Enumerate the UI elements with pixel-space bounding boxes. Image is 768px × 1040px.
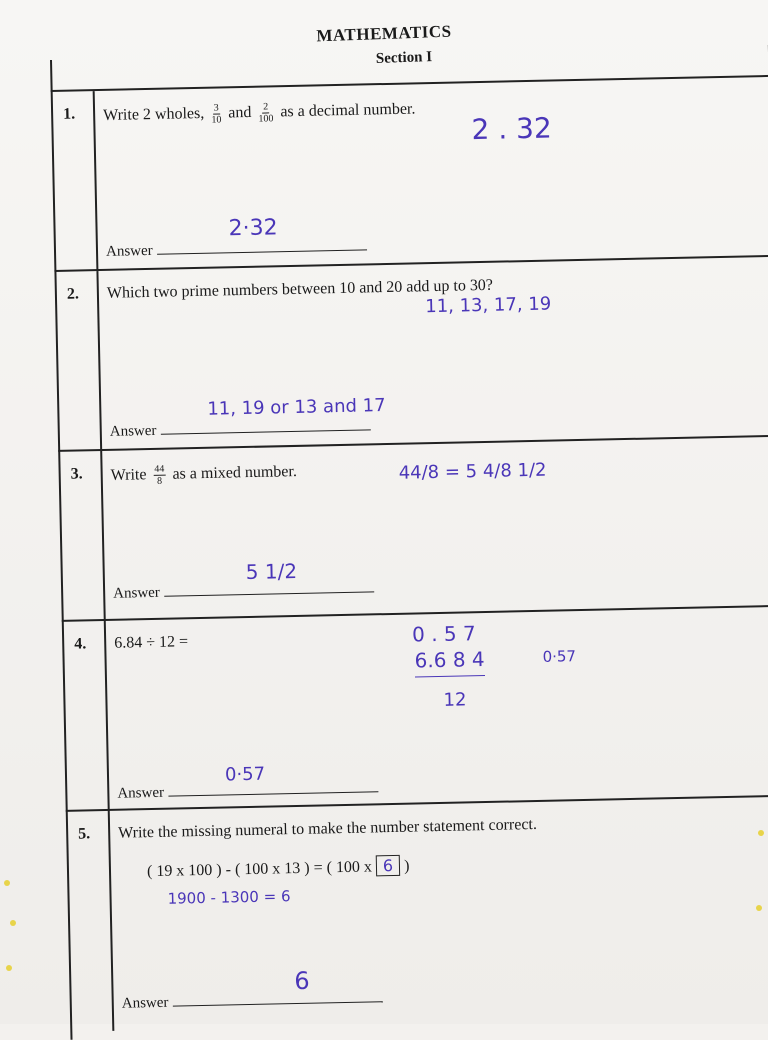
question-text-part: Write 2 wholes,	[103, 105, 204, 124]
answer-line[interactable]	[168, 777, 378, 796]
fraction	[211, 102, 221, 125]
question-row-4	[62, 605, 768, 812]
answer-row	[122, 987, 383, 1012]
question-row-1	[51, 75, 768, 272]
question-number-cell	[54, 271, 102, 452]
answer-line[interactable]	[172, 987, 382, 1006]
question-text: Write the missing numeral to make the number statement correct.	[118, 816, 537, 843]
answer-label: Answer	[122, 995, 169, 1012]
fraction-denominator: 100	[258, 113, 273, 124]
question-text	[103, 98, 416, 128]
decorative-speck	[10, 920, 16, 926]
question-text: Which two prime numbers between 10 and 20 add up to 30?	[107, 277, 493, 303]
question-table	[50, 45, 768, 1040]
fraction-numerator: 44	[153, 464, 165, 476]
handwritten-working: 1900 - 1300 = 6	[167, 887, 290, 908]
question-text-part: as a decimal number.	[280, 101, 415, 121]
question-row-5	[66, 795, 768, 1032]
decorative-speck	[758, 830, 764, 836]
handwritten-working: 44/8 = 5 4/8 1/2	[399, 460, 547, 484]
handwritten-working: 2 . 32	[471, 112, 552, 147]
answer-label: Answer	[117, 785, 164, 802]
handwritten-answer: 6	[294, 967, 310, 995]
handwritten-answer: 0·57	[225, 764, 266, 786]
question-number: 4.	[74, 635, 86, 653]
fraction-numerator: 2	[262, 101, 269, 113]
number-statement	[147, 855, 410, 881]
question-text: 6.84 ÷ 12 =	[114, 633, 188, 653]
fraction-denominator: 8	[157, 476, 162, 487]
question-number: 2.	[67, 285, 79, 303]
question-number-cell	[62, 621, 110, 812]
answer-row	[113, 577, 374, 602]
handwritten-answer: 11, 19 or 13 and 17	[207, 395, 386, 420]
fraction	[258, 101, 273, 124]
question-number-cell	[66, 811, 115, 1032]
decorative-speck	[6, 965, 12, 971]
equation-right: )	[404, 858, 410, 875]
equation-left: ( 19 x 100 ) - ( 100 x 13 ) = ( 100 x	[147, 858, 372, 880]
section-title: Section I	[20, 37, 768, 81]
fraction-numerator: 3	[213, 102, 220, 114]
decorative-speck	[756, 905, 762, 911]
handwritten-working: 11, 13, 17, 19	[425, 294, 551, 318]
decorative-speck	[4, 880, 10, 886]
fraction-denominator: 10	[211, 114, 221, 125]
question-text-part: as a mixed number.	[172, 463, 297, 483]
page-title: MATHEMATICS	[0, 11, 768, 58]
question-number-cell	[51, 91, 99, 272]
handwritten-answer: 5 1/2	[246, 559, 298, 584]
fraction	[153, 464, 165, 487]
question-number: 5.	[78, 825, 90, 843]
missing-numeral-box[interactable]: 6	[376, 855, 401, 877]
question-text	[110, 461, 297, 488]
handwritten-working-top: 0 . 5 7	[412, 621, 476, 646]
answer-label: Answer	[110, 423, 157, 440]
answer-label: Answer	[106, 243, 153, 260]
handwritten-answer: 2·32	[228, 215, 277, 241]
handwritten-working-mid: 6.6 8 4	[414, 647, 485, 677]
handwritten-working-side: 0·57	[542, 647, 576, 666]
question-text-part: and	[228, 104, 251, 121]
question-row-2	[54, 255, 768, 452]
question-row-3	[58, 435, 768, 622]
answer-label: Answer	[113, 585, 160, 602]
answer-row	[110, 415, 371, 440]
handwritten-working-bottom: 12	[443, 689, 466, 710]
question-number-cell	[58, 451, 106, 622]
question-number: 1.	[63, 105, 75, 123]
question-number: 3.	[70, 465, 82, 483]
question-text-part: Write	[111, 466, 147, 484]
